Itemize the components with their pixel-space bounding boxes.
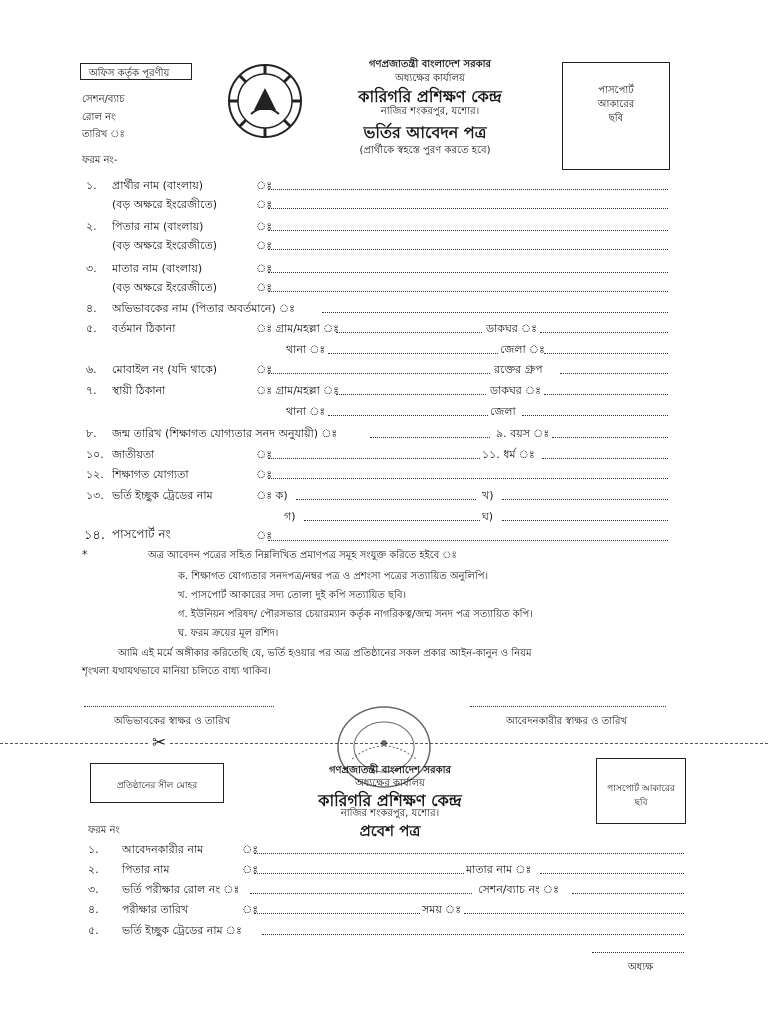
attachment-d: ঘ. ফরম ক্রয়ের মূল রশিদ। (178, 628, 279, 639)
field-number: ১২. (86, 468, 104, 481)
mobile-label: মোবাইল নং (যদি থাকে) (112, 363, 218, 376)
permanent-thana-field[interactable] (328, 415, 488, 416)
admit-father-name-field[interactable] (254, 873, 464, 874)
education-field[interactable] (268, 478, 668, 479)
mobile-field[interactable] (268, 373, 490, 374)
admit-father-name-label: পিতার নাম (122, 863, 170, 876)
admit-center-address: নাজির শংকরপুর, যশোর। (340, 808, 440, 819)
present-thana-field[interactable] (328, 353, 498, 354)
present-post-field[interactable] (540, 332, 668, 333)
education-label: শিক্ষাগত যোগ্যতা (112, 468, 189, 481)
passport-label: পাসপোর্ট নং (112, 527, 171, 541)
admit-mother-name-field[interactable] (540, 873, 684, 874)
religion-field[interactable] (542, 458, 668, 459)
present-thana-label: থানা ঃ (286, 343, 326, 356)
permanent-post-field[interactable] (544, 394, 668, 395)
permanent-district-label: জেলা (490, 405, 516, 418)
admit-session-label: সেশন/ব্যাচ নং ঃ (478, 883, 559, 896)
roll-label: রোল নং (82, 112, 116, 123)
field-number: ১৪. (84, 528, 106, 543)
religion-label: ১১. ধর্ম ঃ (482, 448, 535, 461)
blood-group-label: রক্তের গ্রুপ (494, 363, 543, 376)
field-number: ৩. (88, 883, 99, 896)
admit-card-title: প্রবেশ পত্র (359, 822, 421, 840)
office-name: অধ্যক্ষের কার্যালয় (395, 73, 465, 84)
field-number: ৭. (86, 384, 97, 397)
field-number: ৪. (86, 302, 97, 315)
field-colon: ঃ (256, 448, 273, 461)
declaration-line1: আমি এই মর্মে অঙ্গীকার করিতেছি যে, ভর্তি হওয়ার পর অত্র প্রতিষ্ঠানের সকল প্রকার আইন-কানুন ও নিয়ম (118, 648, 532, 659)
office-use-label: অফিস কর্তৃক পূরণীয় (89, 68, 170, 79)
applicant-name-bn-field[interactable] (268, 189, 668, 190)
admit-photo-line2: ছবি (634, 798, 648, 808)
applicant-signature-label: আবেদনকারীর স্বাক্ষর ও তারিখ (506, 716, 628, 727)
mother-name-en-field[interactable] (268, 291, 668, 292)
field-number: ৮. (86, 427, 97, 440)
permanent-village-label: ঃ গ্রাম/মহল্লা ঃ (256, 384, 340, 397)
permanent-district-field[interactable] (522, 415, 668, 416)
mother-name-bn-label: মাতার নাম (বাংলায়) (112, 262, 203, 275)
permanent-village-field[interactable] (336, 394, 486, 395)
attachment-b: খ. পাসপোর্ট আকারের সদ্য তোলা দুই কপি সত্যায়িত ছবি। (178, 590, 407, 601)
mother-name-en-label: (বড় অক্ষরে ইংরেজীতে) (112, 281, 218, 294)
declaration-line2: শৃংখলা যথাযথভাবে মানিয়া চলিতে বাধ্য থাকিব। (82, 666, 271, 677)
field-number: ৬. (86, 363, 97, 376)
applicant-name-en-label: (বড় অক্ষরে ইংরেজীতে) (112, 198, 218, 211)
permanent-post-label: ডাকঘর ঃ (490, 384, 542, 397)
admit-mother-name-label: মাতার নাম ঃ (466, 863, 532, 876)
admit-trade-label: ভর্তি ইচ্ছুক ট্রেডের নাম ঃ (122, 924, 242, 937)
admit-photo-line1: পাসপোর্ট আকারের (607, 784, 675, 794)
form-no-label: ফরম নং- (82, 155, 118, 166)
guardian-signature-line[interactable] (84, 706, 274, 707)
admit-roll-label: ভর্তি পরীক্ষার রোল নং ঃ (122, 883, 240, 896)
admit-center-name: কারিগরি প্রশিক্ষণ কেন্দ্র (318, 791, 462, 810)
photo-box-line1: পাসপোর্ট (598, 85, 634, 96)
attachment-c: গ. ইউনিয়ন পরিষদ/ পৌরসভার চেয়ারম্যান কর্তৃক নাগরিকত্ব/জন্ম সনদ পত্র সত্যায়িত কপি। (178, 609, 533, 620)
photo-box-line3: ছবি (608, 113, 624, 124)
guardian-name-label: অভিভাবকের নাম (পিতার অবর্তমানে) ঃ (112, 302, 295, 315)
admit-time-field[interactable] (464, 913, 684, 914)
field-colon: ঃ (256, 198, 273, 211)
admit-applicant-name-field[interactable] (254, 853, 684, 854)
admit-trade-field[interactable] (262, 934, 684, 935)
field-number: ১. (86, 179, 97, 192)
birth-date-label: জন্ম তারিখ (শিক্ষাগত যোগ্যতার সনদ অনুযায়ী) ঃ (112, 427, 338, 440)
birth-date-field[interactable] (370, 437, 490, 438)
field-colon: ঃ (256, 220, 273, 233)
center-address: নাজির শংকরপুর, যশোর। (380, 106, 480, 117)
form-subtitle: (প্রার্থীকে স্বহস্তে পুরণ করতে হবে) (359, 145, 491, 156)
field-number: ৪. (88, 903, 99, 916)
form-title: ভর্তির আবেদন পত্র (363, 123, 487, 142)
field-number: ১৩. (86, 489, 104, 502)
admit-photo-box (596, 758, 686, 824)
photo-box-line2: আকারের (597, 99, 635, 110)
trade-option-ga-label: গ) (284, 510, 296, 523)
father-name-bn-field[interactable] (268, 230, 668, 231)
present-district-label: জেলা ঃ (500, 343, 545, 356)
trade-label: ভর্তি ইচ্ছুক ট্রেডের নাম (112, 489, 213, 502)
field-colon: ঃ (256, 363, 273, 376)
present-village-field[interactable] (336, 332, 482, 333)
attachments-intro: অত্র আবেদন পত্রের সহিত নিম্নলিখিত প্রমাণপত্র সমূহ সংযুক্ত করিতে হইবে ঃ (148, 550, 457, 561)
admit-time-label: সময় ঃ (422, 903, 462, 916)
age-label: ৯. বয়স ঃ (496, 427, 550, 440)
admit-form-no-label: ফরম নং (88, 825, 120, 836)
age-field[interactable] (552, 437, 668, 438)
field-colon: ঃ (242, 903, 259, 916)
present-address-label: বর্তমান ঠিকানা (112, 322, 176, 335)
trade-option-gha-label: ঘ) (482, 510, 494, 523)
office-use-box (80, 63, 192, 80)
bangladesh-emblem-logo (226, 62, 304, 140)
trade-option-kha-label: খ) (482, 489, 494, 502)
guardian-name-field[interactable] (322, 312, 668, 313)
trade-option-gha-field[interactable] (502, 520, 668, 521)
admit-session-field[interactable] (572, 893, 684, 894)
scissors-icon: ✂ (152, 733, 167, 753)
admit-exam-date-field[interactable] (254, 913, 420, 914)
govt-name: গণপ্রজাতন্ত্রী বাংলাদেশ সরকার (369, 59, 491, 70)
field-colon: ঃ (256, 281, 273, 294)
field-number: ২. (86, 220, 97, 233)
trade-option-ga-field[interactable] (304, 520, 480, 521)
note-star: * (82, 548, 88, 561)
admit-roll-field[interactable] (250, 893, 472, 894)
field-number: ৩. (86, 262, 97, 275)
field-number: ২. (88, 863, 99, 876)
field-colon: ঃ (242, 843, 259, 856)
attachment-a: ক. শিক্ষাগত যোগ্যতার সনদপত্র/নম্বর পত্র ও প্রশংসা পত্রের সত্যায়িত অনুলিপি। (178, 571, 489, 582)
mother-name-bn-field[interactable] (268, 272, 668, 273)
father-name-en-label: (বড় অক্ষরে ইংরেজীতে) (112, 239, 218, 252)
field-colon: ঃ (256, 179, 273, 192)
trade-option-kha-field[interactable] (502, 499, 668, 500)
permanent-address-label: স্থায়ী ঠিকানা (112, 384, 166, 397)
field-number: ১০. (86, 448, 104, 461)
present-village-label: ঃ গ্রাম/মহল্লা ঃ (256, 322, 340, 335)
field-number: ১. (88, 843, 99, 856)
field-colon: ঃ (256, 468, 273, 481)
admit-govt-name: গণপ্রজাতন্ত্রী বাংলাদেশ সরকার (329, 765, 451, 776)
field-colon: ঃ (256, 262, 273, 275)
applicant-signature-line[interactable] (470, 706, 666, 707)
trade-option-ka-field[interactable] (296, 499, 476, 500)
trade-option-ka-label: ঃ ক) (256, 489, 288, 502)
center-name: কারিগরি প্রশিক্ষণ কেন্দ্র (358, 87, 502, 106)
institution-seal-label: প্রতিষ্ঠানের সীল মোহর (116, 781, 198, 791)
nationality-field[interactable] (268, 458, 480, 459)
principal-label: অধ্যক্ষ (628, 962, 654, 973)
father-name-en-field[interactable] (268, 249, 668, 250)
field-colon: ঃ (256, 239, 273, 252)
passport-field[interactable] (268, 540, 668, 541)
date-label: তারিখ ঃ (82, 129, 125, 140)
applicant-name-en-field[interactable] (268, 208, 668, 209)
session-label: সেশন/ব্যাচ (82, 94, 125, 105)
permanent-thana-label: থানা ঃ (286, 405, 326, 418)
father-name-bn-label: পিতার নাম (বাংলায়) (112, 220, 204, 233)
photo-box (562, 62, 670, 170)
applicant-name-bn-label: প্রার্থীর নাম (বাংলায়) (112, 179, 204, 192)
admit-applicant-name-label: আবেদনকারীর নাম (122, 843, 204, 856)
admit-office-name: অধ্যক্ষের কার্যালয় (355, 778, 425, 789)
admit-exam-date-label: পরীক্ষার তারিখ (122, 903, 189, 916)
field-colon: ঃ (256, 529, 273, 542)
field-number: ৫. (88, 924, 99, 937)
institution-seal-box (90, 763, 224, 803)
guardian-signature-label: অভিভাবকের স্বাক্ষর ও তারিখ (114, 716, 231, 727)
principal-signature-line[interactable] (592, 952, 684, 953)
field-number: ৫. (86, 322, 97, 335)
nationality-label: জাতীয়তা (112, 448, 155, 461)
present-district-field[interactable] (544, 353, 668, 354)
field-colon: ঃ (242, 863, 259, 876)
present-post-label: ডাকঘর ঃ (486, 322, 538, 335)
blood-group-field[interactable] (560, 373, 668, 374)
